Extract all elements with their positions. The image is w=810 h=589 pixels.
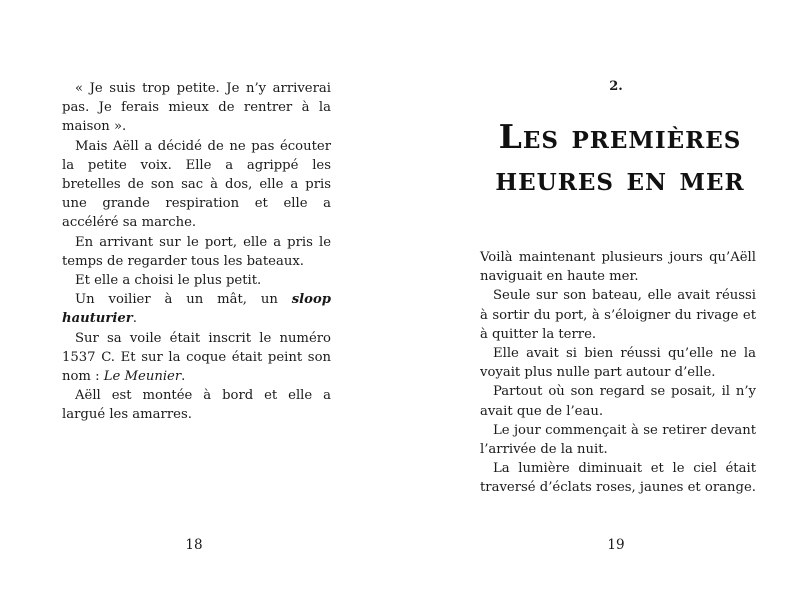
paragraph: Partout où son regard se posait, il n’y avait que de l’eau. — [480, 384, 756, 419]
paragraph: La lumière diminuait et le ciel était traversé d’éclats roses, jaunes et orange. — [480, 461, 756, 496]
text-run: Un voilier à un mât, un — [75, 292, 292, 308]
paragraph: Et elle a choisi le plus petit. — [75, 273, 262, 289]
text-run: . — [132, 311, 137, 327]
right-page — [405, 0, 810, 589]
page-number: 19 — [607, 537, 625, 553]
left-page-text — [62, 79, 331, 425]
paragraph: Voilà maintenant plusieurs jours qu’Aëll naviguait en haute mer. — [480, 250, 756, 285]
paragraph: En arrivant sur le port, elle a pris le temps de regarder tous les bateaux. — [62, 234, 331, 269]
paragraph-boat-name — [62, 329, 331, 387]
paragraph: Mais Aëll a décidé de ne pas écouter la petite voix. Elle a agrippé les bretelles de son sac à dos, elle a pris une grande respiration et elle a accéléré sa marche. — [62, 138, 331, 231]
paragraph: « Je suis trop petite. Je n’y arriverai pas. Je ferais mieux de rentrer à la maison ». — [62, 81, 331, 135]
chapter-number: 2. — [609, 79, 623, 94]
emphasis-text: sloop hauturier — [62, 292, 331, 327]
right-page-text — [480, 248, 756, 498]
text-run: Sur sa voile était inscrit le numéro 1537 C. Et sur la coque était peint son nom : — [62, 330, 331, 385]
text-run: . — [181, 369, 186, 385]
emphasis-text: Le Meunier — [103, 369, 182, 385]
chapter-title-line: Les premières — [498, 117, 742, 156]
paragraph: Le jour commençait à se retirer devant l’arrivée de la nuit. — [480, 422, 756, 458]
page-number: 18 — [185, 537, 203, 553]
chapter-title-line: heures en mer — [495, 159, 745, 198]
chapter-title — [460, 116, 780, 200]
paragraph: Elle avait si bien réussi qu’elle ne la voyait plus nulle part autour d’elle. — [480, 346, 756, 381]
paragraph: Aëll est montée à bord et elle a largué les amarres. — [62, 388, 331, 423]
paragraph-boat — [62, 290, 331, 328]
paragraph: Seule sur son bateau, elle avait réussi à sortir du port, à s’éloigner du rivage et à quitter la terre. — [480, 288, 756, 342]
